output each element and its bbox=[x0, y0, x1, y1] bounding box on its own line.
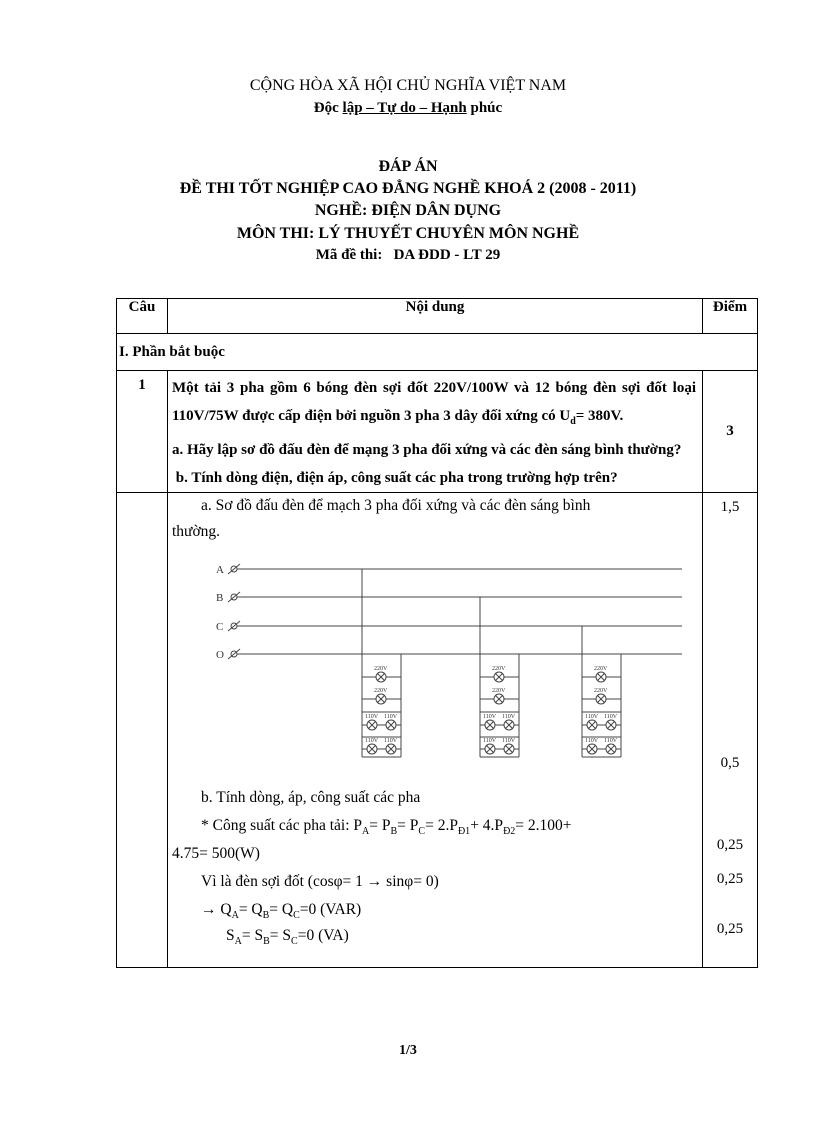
answer-points bbox=[703, 493, 758, 968]
lamp-label: 110V bbox=[384, 738, 398, 744]
apparent-text: S bbox=[226, 927, 235, 944]
reactive-text: → Q bbox=[201, 901, 232, 918]
motto-part: phúc bbox=[466, 100, 503, 116]
lamp-label: 220V bbox=[374, 666, 388, 672]
lamp-label: 110V bbox=[365, 714, 379, 720]
part-text: I. Phần bắt buộc bbox=[119, 344, 225, 360]
exam-code: Mã đề thi: DA ĐDD - LT 29 bbox=[315, 247, 501, 263]
sub: B bbox=[262, 910, 270, 922]
power-line2: 4.75= 500(W) bbox=[172, 845, 260, 862]
lamp-label: 110V bbox=[365, 738, 379, 744]
phase-o-label: O bbox=[216, 649, 224, 661]
points-4: 0,25 bbox=[716, 871, 744, 887]
q-sub: d bbox=[570, 416, 576, 427]
lamp-label: 110V bbox=[585, 738, 599, 744]
q-text: = 380V. bbox=[575, 408, 624, 424]
phase-c-label: C bbox=[216, 621, 224, 633]
answer-content bbox=[168, 493, 703, 968]
sub: B bbox=[263, 936, 270, 948]
header-noidung: Nội dung bbox=[168, 299, 703, 334]
sub: A bbox=[231, 910, 239, 922]
phase-b-label: B bbox=[216, 592, 224, 604]
part-label bbox=[117, 334, 758, 371]
page-number: 1/3 bbox=[399, 1043, 417, 1058]
lamp-label: 220V bbox=[492, 666, 506, 672]
sub: B bbox=[390, 826, 398, 838]
lamp-label: 110V bbox=[604, 738, 618, 744]
sub: A bbox=[362, 826, 370, 838]
reactive-line: → $Q_A= Q_B= Q_C=0$ (VAR) bbox=[201, 901, 362, 922]
answer-a-line2: thường. bbox=[172, 523, 221, 540]
question-points: 3 bbox=[703, 371, 758, 493]
lamp-label: 110V bbox=[502, 714, 516, 720]
question-number: 1 bbox=[117, 371, 168, 493]
sub: C bbox=[291, 936, 298, 948]
sub: Đ1 bbox=[457, 826, 471, 838]
wiring-diagram bbox=[206, 557, 726, 777]
question-text bbox=[168, 371, 703, 493]
profession: NGHỀ: ĐIỆN DÂN DỤNG bbox=[314, 202, 502, 219]
power-text: * Công suất các pha tải: P bbox=[201, 817, 362, 834]
header-cau: Câu bbox=[117, 299, 168, 334]
answer-table bbox=[116, 298, 758, 968]
header-diem: Điểm bbox=[703, 299, 758, 334]
apparent-line: $S_A= S_B= S_C=0$ (VA) bbox=[226, 927, 349, 948]
question-body bbox=[172, 374, 696, 436]
sub: C bbox=[293, 910, 300, 922]
lamp-label: 220V bbox=[492, 688, 506, 694]
motto-underlined: lập – Tự do – Hạnh bbox=[342, 100, 467, 116]
sub: A bbox=[234, 936, 242, 948]
points-3: 0,25 bbox=[716, 837, 744, 853]
points-2: 0,5 bbox=[720, 755, 740, 771]
answer-a-line1: a. Sơ đồ đấu đèn để mạch 3 pha đối xứng và các đèn sáng bình bbox=[201, 497, 591, 514]
doc-title: ĐÁP ÁN bbox=[378, 158, 438, 175]
motto bbox=[0, 100, 816, 117]
answer-b-title: b. Tính dòng, áp, công suất các pha bbox=[201, 789, 421, 806]
lamp-label: 110V bbox=[502, 738, 516, 744]
lamp-label: 110V bbox=[604, 714, 618, 720]
q-text: Một tải 3 pha gồm 6 bóng đèn sợi đốt 220V/100W và 12 bóng đèn sợi đốt loại 110V/75W được cấp điện bởi nguồn 3 pha 3 dây đối xứng có U bbox=[172, 380, 696, 424]
power-line: * Công suất các pha tải: $P_A= P_B= P_C= 2.P_{Đ1}+ 4.P_{Đ2}= 2.100+$ bbox=[201, 817, 572, 838]
points-5: 0,25 bbox=[716, 921, 744, 937]
answer-row bbox=[117, 493, 758, 968]
exam-title: ĐỀ THI TỐT NGHIỆP CAO ĐẲNG NGHỀ KHOÁ 2 (2008 - 2011) bbox=[179, 180, 637, 197]
subject: MÔN THI: LÝ THUYẾT CHUYÊN MÔN NGHỀ bbox=[236, 225, 580, 242]
part-row bbox=[117, 334, 758, 371]
table-header-row bbox=[117, 299, 758, 334]
lamp-label: 220V bbox=[594, 688, 608, 694]
cos-line: Vì là đèn sợi đốt (cosφ= 1 → sinφ= 0) bbox=[201, 873, 439, 890]
lamp-label: 110V bbox=[483, 714, 497, 720]
question-row bbox=[117, 371, 758, 493]
answer-empty-cell bbox=[117, 493, 168, 968]
question-a: a. Hãy lập sơ đồ đấu đèn để mạng 3 pha đối xứng và các đèn sáng bình thường? bbox=[172, 442, 682, 458]
sub: Đ2 bbox=[503, 826, 516, 838]
lamp-label: 110V bbox=[384, 714, 398, 720]
lamp-label: 220V bbox=[594, 666, 608, 672]
points-1: 1,5 bbox=[720, 499, 740, 515]
sub: C bbox=[418, 826, 426, 838]
lamp-label: 110V bbox=[585, 714, 599, 720]
country-name: CỘNG HÒA XÃ HỘI CHỦ NGHĨA VIỆT NAM bbox=[249, 77, 567, 94]
lamp-label: 220V bbox=[374, 688, 388, 694]
lamp-label: 110V bbox=[483, 738, 497, 744]
question-b: b. Tính dòng điện, điện áp, công suất các pha trong trường hợp trên? bbox=[172, 470, 618, 486]
motto-part: Độc bbox=[313, 100, 343, 116]
phase-a-label: A bbox=[216, 564, 224, 576]
